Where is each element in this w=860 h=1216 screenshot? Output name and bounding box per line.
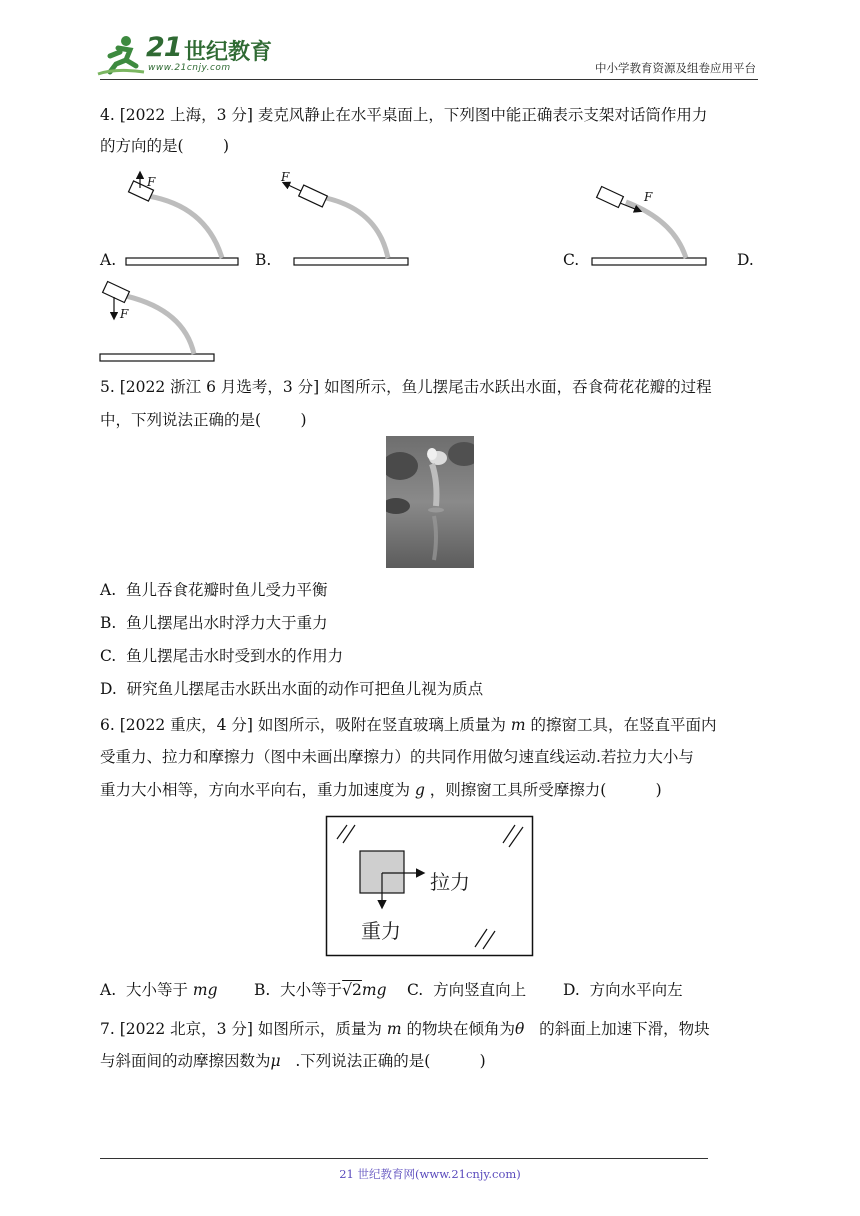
q6-option-b[interactable] <box>254 979 387 1001</box>
q5-stem-line1: 5. [2022 浙江 6 月选考，3 分] 如图所示，鱼儿摆尾击水跃出水面，吞食荷花花瓣的过程 <box>100 378 712 396</box>
q4-force-label-b: F <box>281 170 290 184</box>
q4-stem-line2: 的方向的是( ) <box>100 137 230 155</box>
q7-mass-symbol: m <box>386 1020 402 1038</box>
q7-line2-pre: 与斜面间的动摩擦因数为 <box>100 1052 271 1070</box>
q4-diagram-b <box>284 183 408 265</box>
q4-diagram-d <box>100 281 214 361</box>
runner-logo-icon <box>96 34 148 76</box>
q6-line3-pre: 重力大小相等，方向水平向右，重力加速度为 <box>100 781 415 799</box>
platform-name: 中小学教育资源及组卷应用平台 <box>595 61 756 75</box>
q5-option-a[interactable]: A. 鱼儿吞食花瓣时鱼儿受力平衡 <box>100 581 328 599</box>
q6-stem-line3 <box>100 775 760 806</box>
fish-photo <box>386 436 474 568</box>
q6-option-d[interactable]: D. 方向水平向左 <box>563 981 683 999</box>
q6-line3-post: ，则擦窗工具所受摩擦力( ) <box>424 781 662 799</box>
q7-line1-mid: 的物块在倾角为 <box>401 1020 515 1038</box>
q4-force-label-a: F <box>147 175 156 189</box>
footer-divider <box>100 1158 708 1159</box>
q4-option-d[interactable]: D. <box>737 251 754 269</box>
q6-mass-symbol: m <box>510 716 526 734</box>
header-divider <box>100 79 758 80</box>
q5-option-c[interactable]: C. 鱼儿摆尾击水时受到水的作用力 <box>100 647 344 665</box>
q5-option-d[interactable]: D. 研究鱼儿摆尾击水跃出水面的动作可把鱼儿视为质点 <box>100 680 484 698</box>
q6-option-b-math: mg <box>361 981 387 999</box>
q4-diagram-a <box>126 173 238 265</box>
q6-option-b-text: B. 大小等于 <box>254 981 343 999</box>
q4-option-c[interactable]: C. <box>563 251 580 269</box>
q6-gravity-symbol: g <box>414 781 425 799</box>
logo-text: 世纪教育 <box>184 40 273 65</box>
q7-mu-symbol: μ <box>270 1052 281 1070</box>
q4-force-label-c: F <box>644 190 653 204</box>
q6-line1-post: 的擦窗工具，在竖直平面内 <box>525 716 717 734</box>
q6-stem-line2: 受重力、拉力和摩擦力（图中未画出摩擦力）的共同作用做匀速直线运动.若拉力大小与 <box>100 748 694 766</box>
q5-option-b[interactable]: B. 鱼儿摆尾出水时浮力大于重力 <box>100 614 328 632</box>
q7-line1-pre: 7. [2022 北京，3 分] 如图所示，质量为 <box>100 1020 387 1038</box>
logo-number: 21 <box>146 32 182 63</box>
footer-text[interactable]: 21 世纪教育网(www.21cnjy.com) <box>339 1167 521 1181</box>
q4-options-figure <box>96 170 766 370</box>
q6-option-a[interactable] <box>100 979 218 1001</box>
q7-line1-post: 的斜面上加速下滑，物块 <box>524 1020 710 1038</box>
q4-option-b[interactable]: B. <box>255 251 272 269</box>
q6-line1-pre: 6. [2022 重庆，4 分] 如图所示，吸附在竖直玻璃上质量为 <box>100 716 511 734</box>
q6-stem-line1 <box>100 710 760 741</box>
q6-option-b-sqrt: √2 <box>342 981 362 999</box>
q4-option-a[interactable]: A. <box>100 251 117 269</box>
q5-stem-line2: 中，下列说法正确的是( ) <box>100 411 307 429</box>
q7-stem-line1 <box>100 1014 760 1045</box>
logo-url: www.21cnjy.com <box>148 63 231 73</box>
q6-pull-label: 拉力 <box>430 870 470 894</box>
q6-option-c[interactable]: C. 方向竖直向上 <box>407 981 527 999</box>
q6-option-a-math: mg <box>192 981 218 999</box>
q7-stem-line2 <box>100 1046 760 1077</box>
q4-stem-line1: 4. [2022 上海，3 分] 麦克风静止在水平桌面上，下列图中能正确表示支架对话筒作用力 <box>100 106 708 124</box>
q7-line2-post: .下列说法正确的是( ) <box>280 1052 486 1070</box>
q6-option-a-text: A. 大小等于 <box>100 981 193 999</box>
q6-gravity-label: 重力 <box>361 919 401 943</box>
q7-theta-symbol: θ <box>514 1020 525 1038</box>
q4-force-label-d: F <box>120 307 129 321</box>
